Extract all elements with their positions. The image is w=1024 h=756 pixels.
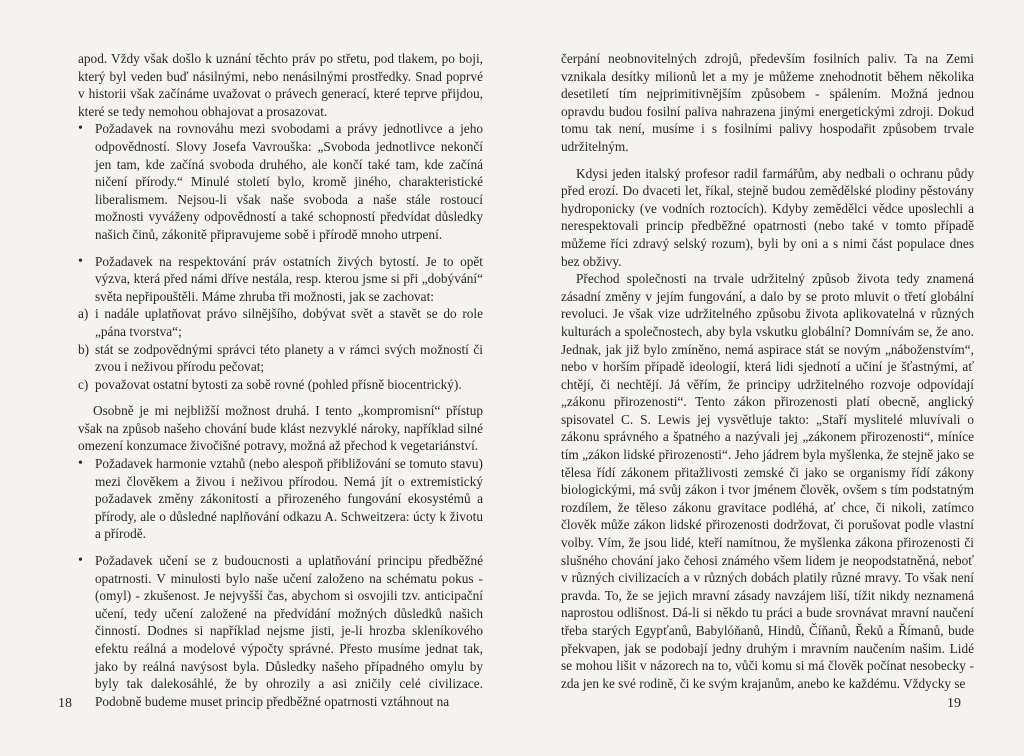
paragraph-continued: apod. Vždy však došlo k uznání těchto práv po střetu, pod tlakem, po boji, který byl veden buď násilnými, nebo nenásilnými prostředky. Snad poprvé v historii však začínáme uvažovat o právech generací, které teprve přijdou, které se tedy nemohou obhajovat a prosazovat. bbox=[78, 51, 483, 119]
sub-item bbox=[78, 305, 483, 340]
sub-item-text: i nadále uplatňovat právo silnějšího, dobývat svět a stavět se do role „pána tvorstva“; bbox=[95, 306, 483, 339]
bullet-item: • Požadavek harmonie vztahů (nebo alespoň přibližování se tomuto stavu) mezi člověkem a živou i neživou přírodou. Nemá jít o extremistický požadavek změny zákonitostí a přirozeného fungování ekosystémů a přírody, ale o důsledné naplňování odkazu A. Schweitzera: úcty k životu a přírodě. bbox=[78, 455, 483, 543]
bullet-item: • Požadavek na respektování práv ostatních živých bytostí. Je to opět výzva, která před námi dříve nestála, resp. kterou jsme si při „dobývání“ světa nepřipouštěli. Máme zhruba tři možnosti, jak se zachovat: bbox=[78, 253, 483, 306]
page-number-left: 18 bbox=[58, 696, 72, 711]
sub-item-marker: a) bbox=[78, 306, 89, 322]
paragraph-continued: čerpání neobnovitelných zdrojů, především fosilních paliv. Ta na Zemi vznikala desítky milionů let a my je můžeme znehodnotit během několika desetiletí tím nejprimitivnějším způsobem - spálením. Možná jednou opravdu budou fosilní paliva nahrazena jinými energetickými zdroji. Dokud tomu tak není, musíme i s fosilními palivy hospodařit způsobem trvale udržitelným. bbox=[561, 51, 974, 154]
sub-item bbox=[78, 341, 483, 376]
paragraph: Kdysi jeden italský profesor radil farmářům, aby nedbali o ochranu půdy před erozí. Do dvaceti let, říkal, stejně budou zemědělské plodiny pěstovány hydroponicky (ve vodních roztocích). Kdyby zemědělci vědce uposlechli a nerespektovali princip předběžné opatrnosti (nebo také v tomto případě můžeme říci zdravý selský rozum), byli by oni a s nimi část populace dnes bez obživy. bbox=[561, 165, 974, 269]
page-number-right: 19 bbox=[947, 696, 961, 711]
sub-item-marker: c) bbox=[78, 376, 89, 392]
sub-item-text: považovat ostatní bytosti za sobě rovné (pohled přísně biocentrický). bbox=[95, 376, 462, 392]
bullet-item: • Požadavek učení se z budoucnosti a uplatňování principu předběžné opatrnosti. V minulosti bylo naše učení založeno na schématu pokus - (omyl) - zkušenost. Je nejvyšší čas, abychom si osvojili tzv. anticipační učení, tedy učení založené na předvídání možných důsledků našich činností. Dodnes si například nejsme jisti, je-li hrozba skleníkového efektu reálná a modelové výpočty správné. Přesto musíme jednat tak, jako by reálná navýsost byla. Důsledky našeho případného omylu by byly tak dalekosáhlé, že by ohrozily a asi zničily celé civilizace. Podobně budeme muset princip předběžné opatrnosti vztáhnout na bbox=[78, 552, 483, 710]
sub-item-text: stát se zodpovědnými správci této planety a v rámci svých možností či zvou i neživou přírodu pečovat; bbox=[95, 341, 483, 375]
paragraph: Osobně je mi nejbližší možnost druhá. I tento „kompromisní“ přístup však na způsob našeho chování bude klást nezvyklé nároky, například silné omezení konzumace živočišné potravy, možná až přechod k vegetariánství. bbox=[78, 403, 483, 454]
sub-item bbox=[78, 376, 483, 394]
left-text-column bbox=[78, 50, 483, 710]
right-page bbox=[512, 0, 1024, 756]
paragraph: Přechod společnosti na trvale udržitelný způsob života tedy znamená zásadní změny v jejím fungování, a dalo by se proto mluvit o třetí globální revoluci. Je však vize udržitelného způsobu života aplikovatelná v různých kulturách a společnostech, aby byla vskutku globální? Domnívám se, že ano. Jednak, jak již bylo zmíněno, nemá aspirace stát se novým „náboženstvím“, nebo v horším případě ideologií, která lidi sjednotí a učiní je šťastnými, ať chtějí, či nechtějí. Já věřím, že principy udržitelného rozvoje odpovídají „zákonu přirozenosti“. Tento zákon přirozenosti platí obecně, anglický spisovatel C. S. Lewis jej vysvětluje takto: „Staří myslitelé mluvívali o zákonu správného a špatného a nazývali jej „zákonem přirozenosti“, míníce tím „zákon lidské přirozenosti“. Jeho jádrem byla myšlenka, že stejně jako se tělesa řídí zákonem přitažlivosti zemské či jako se organismy řídí zákony biologickými, má svůj zákon i tvor jménem člověk, ovšem s tím podstatným rozdílem, že těleso zákonu gravitace podléhá, ať chce, či nikoli, zatímco člověk může zákon lidské přirozenosti dodržovat, či porušovat podle vlastní volby. Vím, že jsou lidé, kteří namítnou, že myšlenka zákona přirozenosti či slušného chování jako čehosi známého všem lidem je neopodstatněná, neboť v různých civilizacích a v různých dobách platily různé mravy. To však není pravda. To, že se jejich mravní zásady navzájem liší, tížit nikdy neznamená naprostou odlišnost. Dá-li si někdo tu práci a bude srovnávat mravní naučení třeba starých Egypťanů, Babylóňanů, Hindů, Číňanů, Řeků a Římanů, bude překvapen, jak se podobají jedny druhým i mravním naučením našim. Lidé se mohou lišit v názorech na to, vůči komu si má člověk počínat nesobecky - zda jen ke své rodině, či ke svým krajanům, anebo ke každému. Vždycky se bbox=[561, 271, 974, 691]
sub-item-marker: b) bbox=[78, 341, 90, 357]
bullet-item: • Požadavek na rovnováhu mezi svobodami a právy jednotlivce a jeho odpovědností. Slovy Josefa Vavrouška: „Svoboda jednotlivce nekončí jen tam, kde začíná svoboda druhého, ale končí také tam, kde začíná ničení přírody.“ Minulé století bylo, kromě jiného, charakteristické liberalismem. Nejsou-li však naše svoboda a naše stále rostoucí možnosti vyváženy odpovědností a také schopností předvídat důsledky našich činů, zákonitě připravujeme sobě i přírodě mnoho utrpení. bbox=[78, 120, 483, 243]
right-text-column bbox=[561, 50, 974, 692]
